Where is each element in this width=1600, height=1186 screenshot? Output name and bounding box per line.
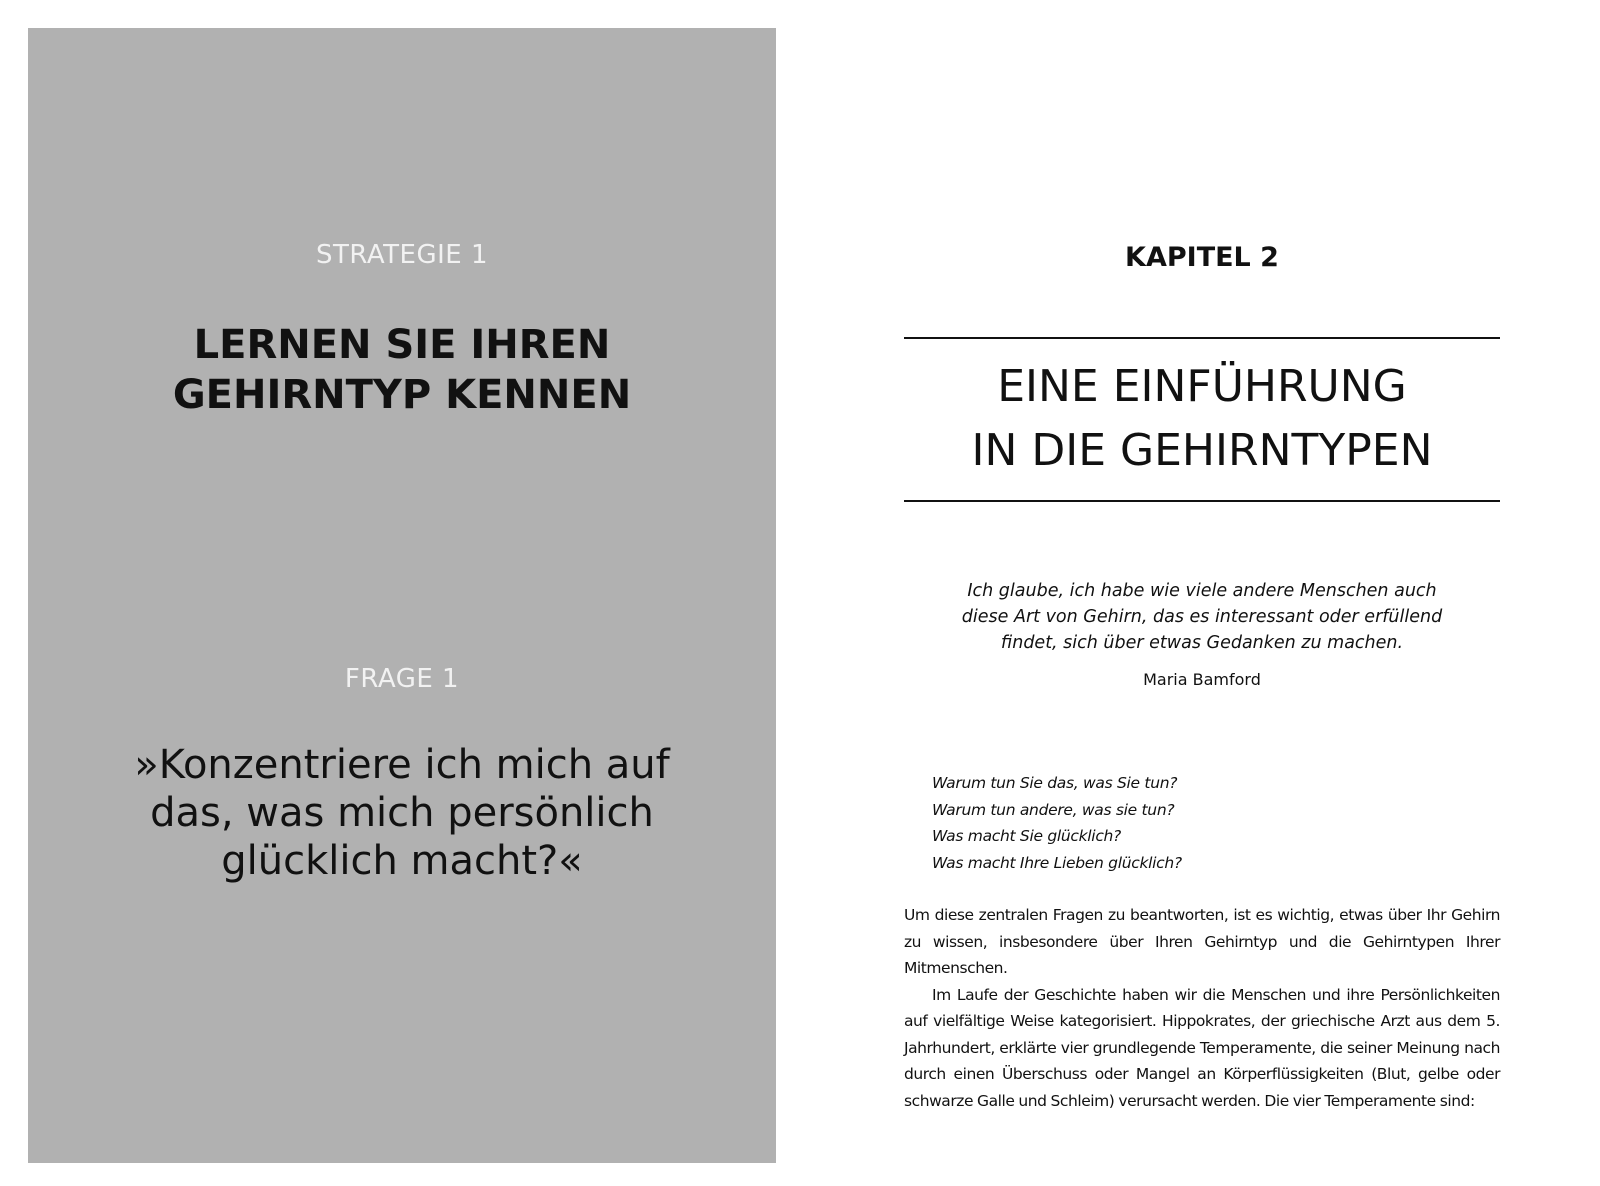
question-text-line: glücklich macht?« bbox=[221, 838, 583, 884]
chapter-title-line: IN DIE GEHIRNTYPEN bbox=[971, 425, 1433, 476]
title-rule-bottom bbox=[904, 500, 1500, 502]
strategy-title-line: LERNEN SIE IHREN bbox=[193, 322, 611, 368]
question-list bbox=[932, 770, 1472, 876]
chapter-title bbox=[904, 355, 1500, 483]
question-item: Warum tun Sie das, was Sie tun? bbox=[932, 774, 1178, 792]
body-text bbox=[904, 902, 1500, 1114]
epigraph-line: diese Art von Gehirn, das es interessant oder erfüllend bbox=[961, 607, 1443, 627]
epigraph-line: Ich glaube, ich habe wie viele andere Menschen auch bbox=[967, 581, 1437, 601]
chapter-label: KAPITEL 2 bbox=[1125, 242, 1279, 273]
chapter-title-line: EINE EINFÜHRUNG bbox=[997, 361, 1407, 412]
left-page-strategy bbox=[28, 28, 776, 1163]
epigraph-line: findet, sich über etwas Gedanken zu machen. bbox=[1000, 633, 1404, 653]
question-label: FRAGE 1 bbox=[344, 664, 460, 694]
strategy-title bbox=[28, 320, 776, 420]
strategy-label: STRATEGIE 1 bbox=[315, 240, 489, 270]
strategy-title-line: GEHIRNTYP KENNEN bbox=[172, 372, 632, 418]
epigraph-author: Maria Bamford bbox=[1143, 670, 1261, 689]
question-text-line: »Konzentriere ich mich auf bbox=[134, 742, 670, 788]
body-paragraph: Im Laufe der Geschichte haben wir die Menschen und ihre Persönlichkeiten auf vielfältige Weise kategorisiert. Hippokrates, der griechische Arzt aus dem 5. Jahrhundert, erklärte vier grundlegende Temperamente, die seiner Meinung nach durch einen Überschuss oder Mangel an Körperflüssigkeiten (Blut, gelbe oder schwarze Galle und Schleim) verursacht werden. Die vier Temperamente sind: bbox=[904, 985, 1500, 1110]
question-item: Warum tun andere, was sie tun? bbox=[932, 800, 1175, 819]
question-text bbox=[28, 741, 776, 885]
question-item: Was macht Ihre Lieben glücklich? bbox=[932, 853, 1182, 872]
title-rule-top bbox=[904, 337, 1500, 339]
body-paragraph: Um diese zentralen Fragen zu beantworten, ist es wichtig, etwas über Ihr Gehirn zu wissen, insbesondere über Ihren Gehirntyp und die Gehirntypen Ihrer Mitmenschen. bbox=[904, 906, 1500, 977]
epigraph-quote bbox=[904, 578, 1500, 656]
question-text-line: das, was mich persönlich bbox=[150, 790, 654, 836]
right-page-chapter bbox=[904, 0, 1500, 1186]
question-item: Was macht Sie glücklich? bbox=[932, 827, 1121, 845]
